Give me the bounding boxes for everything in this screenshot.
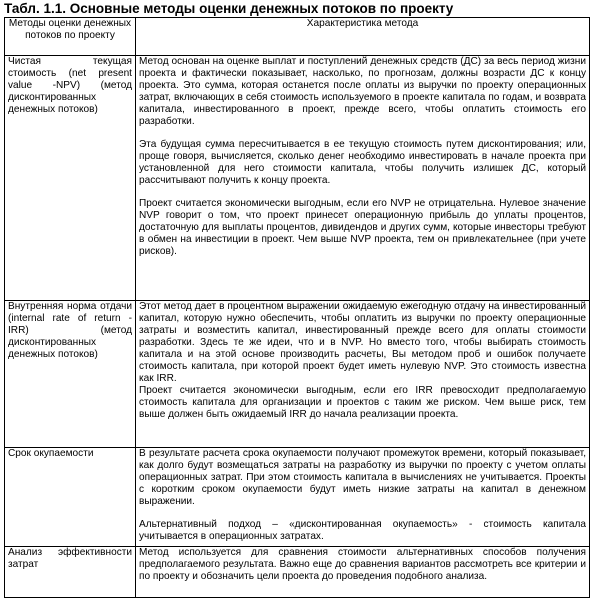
method-name-irr: Внутренняя норма отдачи (internal rate of return - IRR) (метод дисконтированных денежных потоков) [5,301,136,448]
description-paragraph: Метод используется для сравнения стоимости альтернативных способов получения предполагаемого результата. Важно еще до сравнения вариантов рассмотреть все критерии и по проекту и обозначить цели проекта до проведения подобного анализа. [139,547,586,582]
method-description-irr [136,301,590,448]
description-paragraph: Эта будущая сумма пересчитывается в ее текущую стоимость путем дисконтирования; или, проще говоря, вычисляется, сколько денег необходимо инвестировать в начале проекта при установленной для него стоимости капитала, чтобы получить излишек ДС, который рассчитывают получить к концу проекта. [139,139,586,186]
description-paragraph: Альтернативный подход – «дисконтированная окупаемость» - стоимость капитала учитывается в операционных затратах. [139,519,586,542]
method-description-cost-effectiveness [136,547,590,598]
description-paragraph: Метод основан на оценке выплат и поступлений денежных средств (ДС) за весь период жизни проекта и фактически показывает, насколько, по прогнозам, должны возрасти ДС к концу проекта. Это сумма, которая останется после оплаты из выручки по проекту операционных затрат, включающих в себя стоимость используемого в проекте капитала по годам, и возврата капитала, инвестированного в проект, прежде всего, чтобы оплатить стоимость его разработки. [139,56,586,127]
table-row [5,301,590,448]
methods-table [4,17,590,598]
description-paragraph: Проект считается экономически выгодным, если его IRR превосходит предполагаемую стоимость капитала для организации и проектов с таким же риском. Чем выше риск, тем выше должен быть ожидаемый IRR до начала реализации проекта. [139,385,586,420]
table-header-row [5,18,590,56]
method-name-cost-effectiveness: Анализ эффективности затрат [5,547,136,598]
description-paragraph: Этот метод дает в процентном выражении ожидаемую ежегодную отдачу на инвестированный капитал, которую нужно обеспечить, чтобы оплатить из выручки по проекту операционные затраты и возместить капитал, инвестированный прежде всего для оплаты стоимости разработки. Здесь те же идеи, что и в NVP. Но вместо того, чтобы выбирать стоимость капитала и на этой основе производить расчеты, Вы методом проб и ошибок получаете стоимость капитала, при которой проект будет иметь нулевую NVP. Это стоимость известна как IRR. [139,301,586,384]
method-description-npv [136,56,590,301]
method-name-npv: Чистая текущая стоимость (net present value -NPV) (метод дисконтированных денежных потоков) [5,56,136,301]
description-paragraph: В результате расчета срока окупаемости получают промежуток времени, который показывает, как долго будут возмещаться затраты на разработку из выручки по проекту с учетом оплаты операционных затрат. При этом стоимость капитала в вычислениях не учитывается. Проекты с коротким сроком окупаемости будут иметь низкие затраты на капитал в денежном выражении. [139,448,586,507]
header-characteristic: Характеристика метода [136,18,590,56]
method-description-payback [136,448,590,547]
table-row [5,448,590,547]
table-row [5,56,590,301]
table-title: Табл. 1.1. Основные методы оценки денежных потоков по проекту [4,1,454,16]
description-paragraph: Проект считается экономически выгодным, если его NVP не отрицательна. Нулевое значение NVP говорит о том, что проект принесет операционную прибыль до уплаты процентов, достаточную для выплаты процентов, дивидендов и других сумм, которые инвесторы требуют в обмен на инвестиции в проект. Чем выше NVP проекта, тем он привлекательнее (при учете рисков). [139,198,586,257]
method-name-payback: Срок окупаемости [5,448,136,547]
header-method: Методы оценки денежных потоков по проекту [5,18,136,56]
table-row [5,547,590,598]
